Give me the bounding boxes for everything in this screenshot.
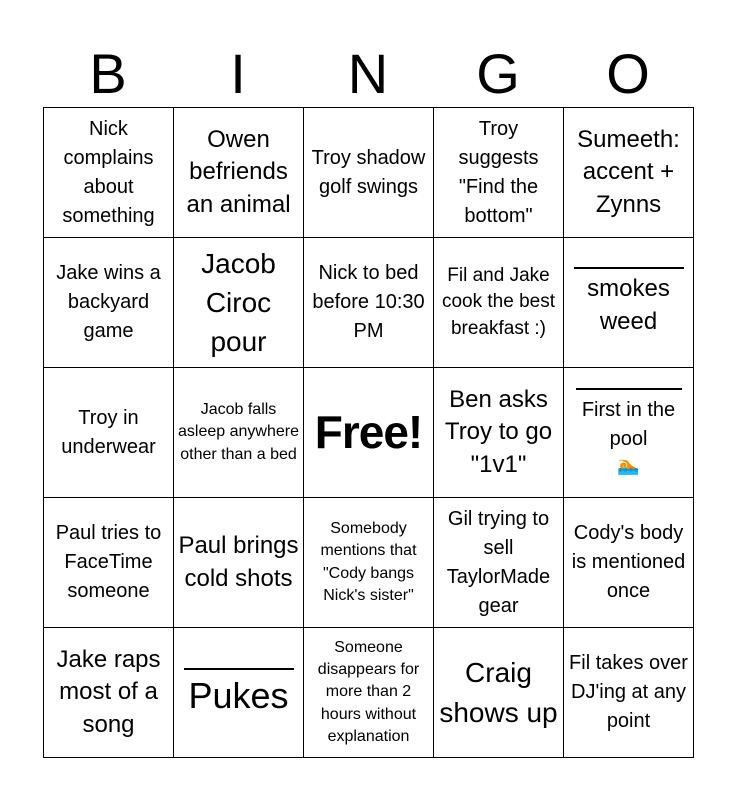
bingo-cell[interactable]: [434, 368, 564, 498]
header-letter-o: O: [606, 42, 650, 105]
cell-text: Pukes: [188, 674, 289, 716]
cell-text: Cody's body is mentioned once: [571, 522, 686, 602]
cell-text: Troy suggests "Find the bottom": [458, 117, 539, 227]
bingo-cell[interactable]: [174, 498, 304, 628]
bingo-cell[interactable]: [304, 628, 434, 758]
bingo-cell[interactable]: [434, 498, 564, 628]
blank-line: [576, 388, 682, 390]
board-row: [44, 628, 694, 758]
bingo-header: [43, 40, 693, 108]
header-letter-i: I: [230, 42, 246, 105]
board-row: [44, 108, 694, 238]
bingo-cell[interactable]: [174, 238, 304, 368]
header-letter-g: G: [476, 42, 520, 105]
bingo-cell[interactable]: [174, 368, 304, 498]
header-letter-b: B: [89, 42, 127, 105]
cell-text: Jacob falls asleep anywhere other than a bed: [178, 400, 299, 463]
bingo-cell[interactable]: [304, 108, 434, 238]
bingo-cell[interactable]: [564, 368, 694, 498]
bingo-cell[interactable]: [44, 628, 174, 758]
cell-text: Jake wins a backyard game: [56, 262, 161, 342]
cell-text: Paul brings cold shots: [178, 532, 299, 592]
bingo-cell[interactable]: [304, 238, 434, 368]
cell-text: Jacob Ciroc pour: [201, 247, 276, 358]
cell-text: Craig shows up: [439, 657, 558, 728]
header-letter-n: N: [347, 42, 389, 105]
bingo-cell[interactable]: [44, 108, 174, 238]
bingo-cell[interactable]: [564, 238, 694, 368]
bingo-cell[interactable]: [44, 238, 174, 368]
cell-text: Someone disappears for more than 2 hours without explanation: [317, 638, 420, 746]
cell-text: Somebody mentions that "Cody bangs Nick's sister": [320, 519, 417, 604]
bingo-cell[interactable]: [434, 108, 564, 238]
bingo-cell[interactable]: [564, 498, 694, 628]
bingo-cell[interactable]: [174, 108, 304, 238]
cell-text: Ben asks Troy to go "1v1": [444, 385, 553, 478]
cell-text: Troy in underwear: [61, 406, 156, 458]
cell-text: Troy shadow golf swings: [311, 146, 426, 198]
board-row: [44, 368, 694, 498]
cell-text: Fil takes over DJ'ing at any point: [569, 652, 688, 732]
swimmer-icon: 🏊: [617, 454, 640, 475]
cell-text: Fil and Jake cook the best breakfast :): [441, 264, 556, 339]
cell-text: Nick complains about something: [62, 117, 155, 227]
cell-text: Gil trying to sell TaylorMade gear: [446, 507, 551, 617]
board-row: [44, 238, 694, 368]
cell-text: Sumeeth: accent + Zynns: [577, 125, 680, 218]
cell-text: Jake raps most of a song: [56, 645, 161, 738]
bingo-cell[interactable]: [44, 498, 174, 628]
bingo-cell[interactable]: [564, 628, 694, 758]
board-row: [44, 498, 694, 628]
bingo-board: [43, 107, 694, 758]
cell-text: Paul tries to FaceTime someone: [55, 522, 162, 602]
bingo-cell[interactable]: [174, 628, 304, 758]
blank-line: [574, 267, 684, 269]
cell-text: First in the pool: [581, 398, 676, 450]
free-cell[interactable]: [304, 368, 434, 498]
bingo-cell[interactable]: [564, 108, 694, 238]
cell-text: Owen befriends an animal: [186, 125, 291, 218]
cell-text: Nick to bed before 10:30 PM: [312, 262, 425, 342]
free-space-label: Free!: [314, 405, 423, 458]
blank-line: [184, 668, 294, 670]
bingo-cell[interactable]: [434, 238, 564, 368]
cell-text: smokes weed: [587, 275, 670, 335]
bingo-cell[interactable]: [44, 368, 174, 498]
bingo-cell[interactable]: [304, 498, 434, 628]
bingo-cell[interactable]: [434, 628, 564, 758]
